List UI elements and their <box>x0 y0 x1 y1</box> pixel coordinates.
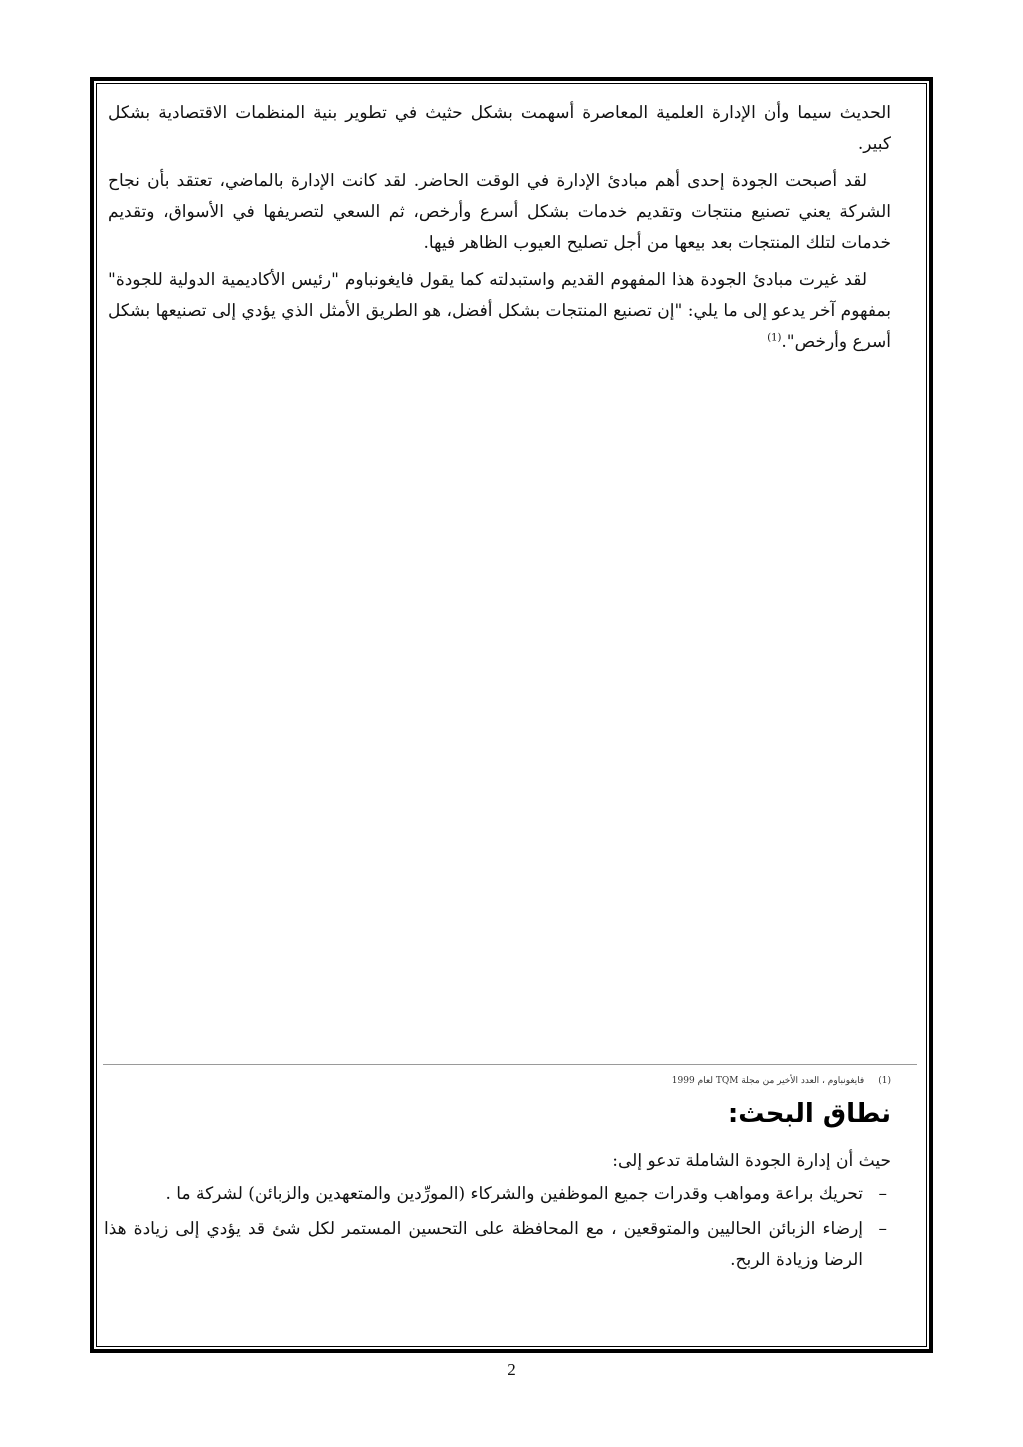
footnote-number: (1) <box>878 1076 891 1086</box>
footnote <box>600 1075 891 1088</box>
dash-bullet-icon: – <box>878 1184 887 1204</box>
scope-bullet-list <box>104 1179 891 1276</box>
footnote-text: فايغونباوم ، العدد الأخير من مجلة TQM لعام 1999 <box>671 1076 865 1086</box>
paragraph-feigenbaum-quote <box>108 265 891 358</box>
paragraph-quality-principles: لقد أصبحت الجودة إحدى أهم مبادئ الإدارة في الوقت الحاضر. لقد كانت الإدارة بالماضي، تعتقد بأن نجاح الشركة يعني تصنيع منتجات وتقديم خدمات بشكل أسرع وأرخص، ثم السعي لتصريفها في الأسواق، وتقديم خدمات لتلك المنتجات بعد بيعها من أجل تصليح العيوب الظاهر فيها. <box>108 171 891 253</box>
dash-bullet-icon: – <box>878 1219 887 1239</box>
scope-intro: حيث أن إدارة الجودة الشاملة تدعو إلى: <box>612 1151 891 1171</box>
scope-section <box>104 1146 891 1280</box>
section-heading: نطاق البحث: <box>727 1099 891 1129</box>
paragraph-feigenbaum-text: لقد غيرت مبادئ الجودة هذا المفهوم القديم واستبدلته كما يقول فايغونباوم "رئيس الأكاديمية الدولية للجودة" بمفهوم آخر يدعو إلى ما يلي: "إن تصنيع المنتجات بشكل أفضل، هو الطريق الأمثل الذي يؤدي إلى تصنيعها بشكل أسرع وأرخص". <box>108 270 891 352</box>
footnote-reference: (1) <box>767 332 782 344</box>
list-item-text: إرضاء الزبائن الحاليين والمتوقعين ، مع المحافظة على التحسين المستمر لكل شئ قد يؤدي إلى زيادة هذا الرضا وزيادة الربح. <box>104 1219 863 1270</box>
list-item-text: تحريك براعة ومواهب وقدرات جميع الموظفين والشركاء (المورِّدين والمتعهدين والزبائن) لشركة ما . <box>165 1184 863 1204</box>
page-number: 2 <box>507 1360 516 1379</box>
footnote-separator <box>103 1064 917 1065</box>
list-item <box>104 1179 891 1210</box>
body-text <box>108 98 891 364</box>
list-item <box>104 1214 891 1276</box>
paragraph-continuation: الحديث سيما وأن الإدارة العلمية المعاصرة أسهمت بشكل حثيث في تطوير بنية المنظمات الاقتصادية بشكل كبير. <box>108 103 891 154</box>
